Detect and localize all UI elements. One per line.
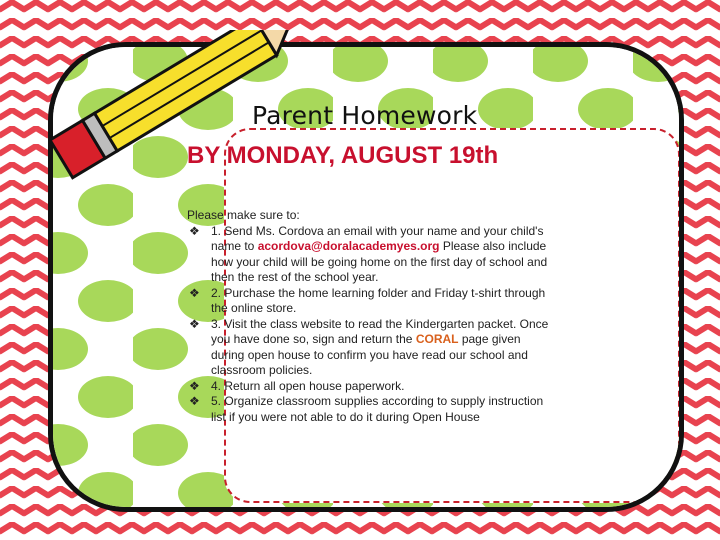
coral-highlight: CORAL: [415, 332, 459, 346]
task-item: [187, 286, 549, 317]
diamond-bullet-icon: ❖: [189, 394, 200, 408]
task-text: 5. Organize classroom supplies according to supply instruction list if you were not able to do it during Open House: [211, 394, 544, 424]
diamond-bullet-icon: ❖: [189, 378, 200, 393]
task-text: 1. Send Ms. Cordova an email with your name and your child's name to: [211, 223, 544, 253]
diamond-bullet-icon: ❖: [189, 316, 200, 331]
task-list: [187, 224, 549, 426]
task-item: [187, 379, 549, 395]
intro-text: Please make sure to:: [187, 208, 300, 222]
task-item: [187, 224, 549, 286]
diamond-bullet-icon: ❖: [189, 223, 200, 238]
diamond-bullet-icon: ❖: [189, 285, 200, 300]
teacher-email-link[interactable]: acordova@doralacademyes.org: [257, 239, 440, 253]
task-text: 2. Purchase the home learning folder and Friday t-shirt through the online store.: [211, 285, 546, 315]
task-item: [187, 317, 549, 379]
task-text: Please also include how your child will be going home on the first day of school and then the rest of the school year.: [211, 239, 548, 284]
task-item: [187, 394, 549, 425]
deadline-heading: BY MONDAY, AUGUST 19th: [187, 142, 499, 169]
task-text: 3. Visit the class website to read the Kindergarten packet. Once you have done so, sign and return the: [211, 316, 549, 346]
task-text: 4. Return all open house paperwork.: [211, 378, 405, 393]
instructions: [187, 208, 549, 425]
task-text: page given during open house to confirm you have read our school and classroom policies.: [211, 332, 528, 377]
page-title: Parent Homework: [252, 101, 478, 130]
